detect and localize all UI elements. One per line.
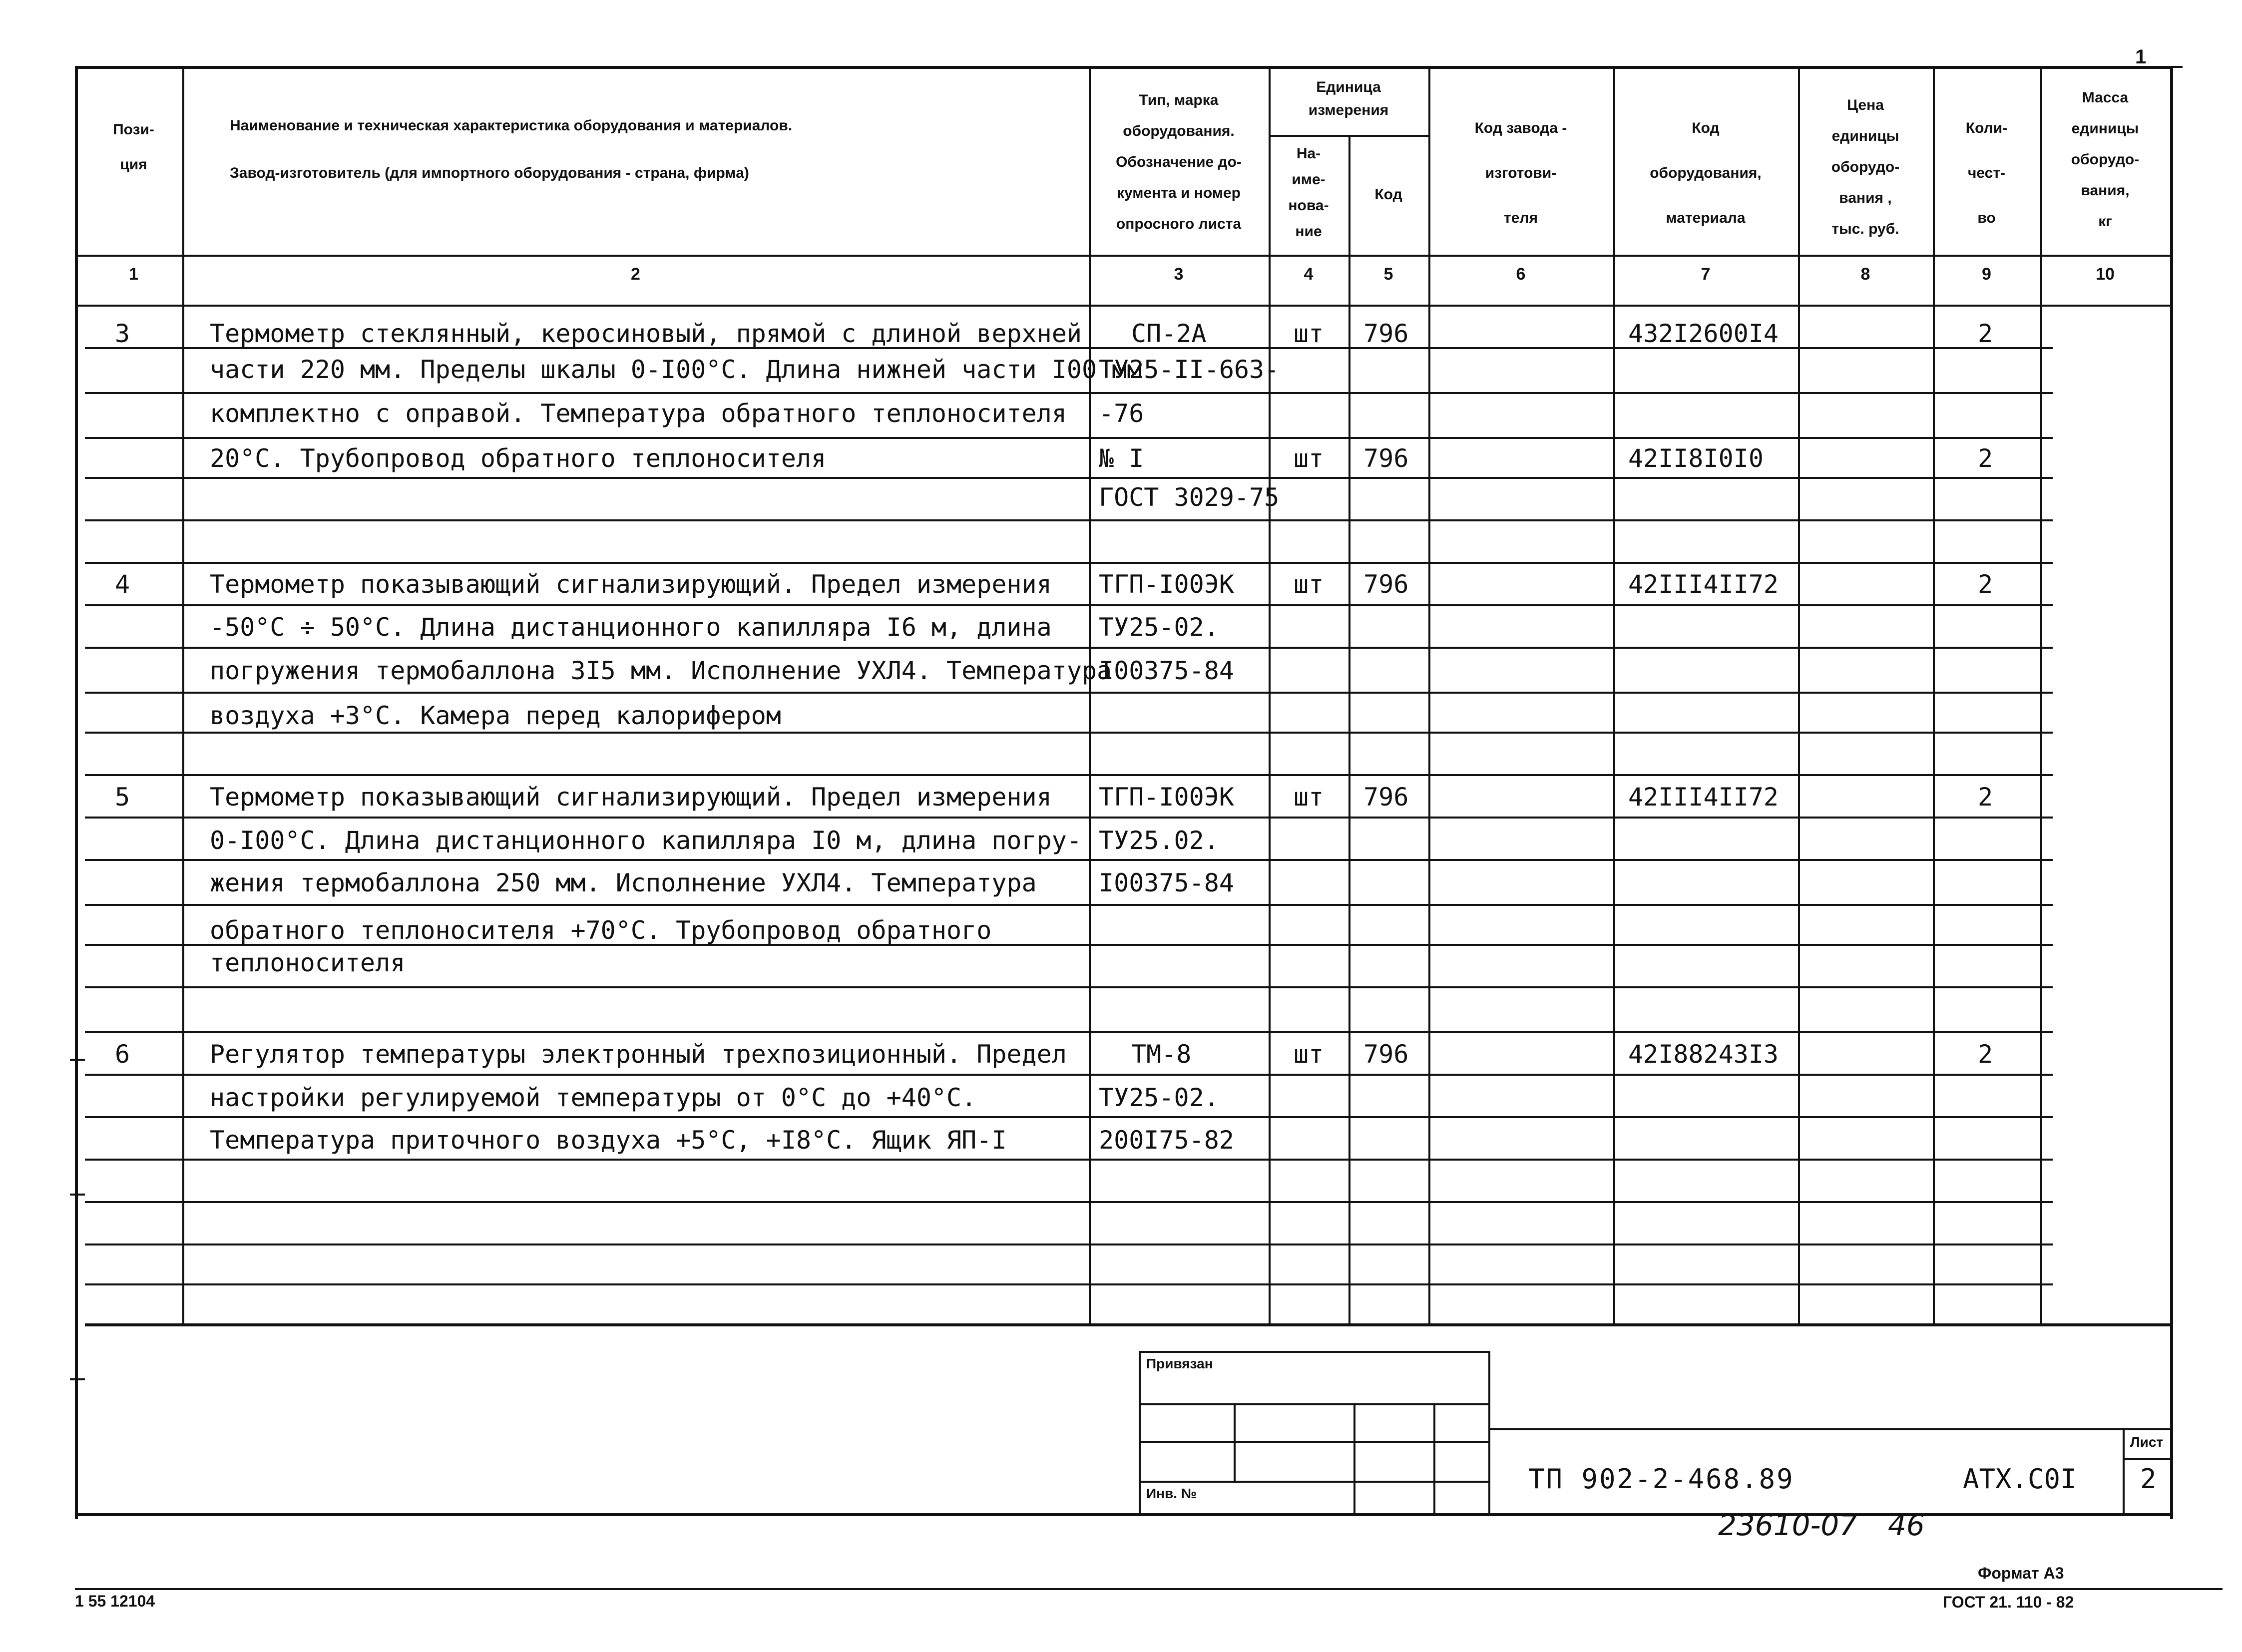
row-description: Регулятор температуры электронный трехпозиционный. Предел <box>210 1040 1067 1069</box>
row-unit-name: шт <box>1294 444 1324 473</box>
row-description: Термометр показывающий сигнализирующий. Предел измерения <box>210 783 1052 812</box>
row-position: 5 <box>115 783 130 812</box>
header-name-line2: Завод-изготовитель (для импортного оборудования - страна, фирма) <box>230 165 749 181</box>
row-description: -50°С ÷ 50°С. Длина дистанционного капилляра I6 м, длина <box>210 613 1052 642</box>
row-type: ТУ25-II-663- <box>1099 355 1280 384</box>
row-description: жения термобаллона 250 мм. Исполнение УХЛ4. Температура <box>210 868 1037 897</box>
stamp-sheet-label: Лист <box>2130 1434 2164 1450</box>
row-type: ТГП-I00ЭК <box>1099 570 1234 599</box>
row-position: 4 <box>115 570 130 599</box>
colnum-3: 3 <box>1174 265 1184 284</box>
header-type: Тип, марка оборудования. Обозначение до- кумента и номер опросного листа <box>1116 92 1242 232</box>
header-mass: Масса единицы оборудо- вания, кг <box>2071 89 2140 230</box>
colnum-8: 8 <box>1860 265 1870 284</box>
row-type: ТМ-8 <box>1131 1040 1192 1069</box>
header-price: Цена единицы оборудо- вания , тыс. руб. <box>1831 97 1900 237</box>
row-description: Термометр стеклянный, керосиновый, прямой с длиной верхней <box>210 319 1082 348</box>
row-description: 20°С. Трубопровод обратного теплоносителя <box>210 444 827 473</box>
row-type: ТГП-I00ЭК <box>1099 783 1234 812</box>
row-quantity: 2 <box>1978 783 1993 812</box>
stamp-document-code: ТП 902-2-468.89 <box>1528 1463 1794 1495</box>
row-type: I00375-84 <box>1099 656 1234 685</box>
footer-format: Формат А3 <box>1978 1564 2064 1582</box>
row-unit-code: 796 <box>1363 319 1409 348</box>
row-description: комплектно с оправой. Температура обратного теплоносителя <box>210 399 1067 428</box>
header-unit-group: Единица измерения <box>1308 79 1389 118</box>
row-description: Температура приточного воздуха +5°С, +I8°С. Ящик ЯП-I <box>210 1126 1007 1155</box>
header-unit-code: Код <box>1374 186 1402 203</box>
row-unit-code: 796 <box>1363 783 1409 812</box>
row-unit-code: 796 <box>1363 1040 1409 1069</box>
corner-mark: 1 <box>2135 46 2147 68</box>
row-description: обратного теплоносителя +70°С. Трубопровод обратного <box>210 916 992 945</box>
row-type: № I <box>1099 444 1144 473</box>
row-description: погружения термобаллона 3I5 мм. Исполнение УХЛ4. Температура <box>210 656 1112 685</box>
row-unit-code: 796 <box>1363 570 1409 599</box>
row-type: ТУ25-02. <box>1099 1083 1219 1112</box>
row-unit-name: шт <box>1294 319 1324 348</box>
row-type: -76 <box>1099 399 1144 428</box>
row-position: 3 <box>115 319 130 348</box>
header-material-code: Код оборудования, материала <box>1650 120 1762 226</box>
row-description: теплоносителя <box>210 948 406 977</box>
colnum-5: 5 <box>1383 265 1393 284</box>
row-unit-name: шт <box>1294 570 1324 599</box>
footer-gost: ГОСТ 21. 110 - 82 <box>1943 1593 2074 1611</box>
row-description: 0-I00°С. Длина дистанционного капилляра I0 м, длина погру- <box>210 826 1082 855</box>
row-description: части 220 мм. Пределы шкалы 0-I00°С. Длина нижней части I00 мм <box>210 355 1142 384</box>
stamp-mark: АТХ.С0I <box>1963 1463 2077 1495</box>
row-quantity: 2 <box>1978 444 1993 473</box>
row-description: настройки регулируемой температуры от 0°С до +40°С. <box>210 1083 977 1112</box>
colnum-9: 9 <box>1982 265 1991 284</box>
row-type: ГОСТ 3029-75 <box>1099 483 1280 512</box>
handwritten-number: 23610-07 <box>1718 1508 1858 1542</box>
colnum-10: 10 <box>2096 265 2115 284</box>
row-material-code: 42III4II72 <box>1628 570 1779 599</box>
header-manufacturer-code: Код завода - изготови- теля <box>1474 120 1567 226</box>
colnum-6: 6 <box>1516 265 1526 284</box>
handwritten-page: 46 <box>1888 1508 1925 1542</box>
row-type: 200I75-82 <box>1099 1126 1234 1155</box>
row-unit-name: шт <box>1294 783 1324 812</box>
row-description: Термометр показывающий сигнализирующий. Предел измерения <box>210 570 1052 599</box>
header-quantity: Коли- чест- во <box>1965 120 2008 226</box>
colnum-1: 1 <box>129 265 138 284</box>
row-type: ТУ25-02. <box>1099 613 1219 642</box>
row-material-code: 42I88243I3 <box>1628 1040 1779 1069</box>
stamp-privyazan: Привязан <box>1146 1356 1213 1371</box>
footer-left-code: 1 55 12104 <box>75 1592 155 1610</box>
header-position: Пози- ция <box>113 121 154 173</box>
header-unit-name: На- име- нова- ние <box>1288 145 1329 240</box>
row-type: ТУ25.02. <box>1099 826 1219 855</box>
colnum-4: 4 <box>1304 265 1314 284</box>
colnum-7: 7 <box>1701 265 1711 284</box>
row-type: I00375-84 <box>1099 868 1234 897</box>
row-description: воздуха +3°С. Камера перед калорифером <box>210 701 781 730</box>
row-material-code: 42II8I0I0 <box>1628 444 1764 473</box>
row-unit-name: шт <box>1294 1040 1324 1069</box>
stamp-inventory-number: Инв. № <box>1146 1486 1197 1501</box>
row-type: СП-2А <box>1131 319 1207 348</box>
header-name-line1: Наименование и техническая характеристика оборудования и материалов. <box>230 117 793 134</box>
row-quantity: 2 <box>1978 319 1993 348</box>
row-material-code: 432I2600I4 <box>1628 319 1779 348</box>
row-material-code: 42III4II72 <box>1628 783 1779 812</box>
row-quantity: 2 <box>1978 570 1993 599</box>
row-position: 6 <box>115 1040 130 1069</box>
row-quantity: 2 <box>1978 1040 1993 1069</box>
row-unit-code: 796 <box>1363 444 1409 473</box>
stamp-sheet-number: 2 <box>2140 1463 2157 1495</box>
colnum-2: 2 <box>631 265 640 284</box>
